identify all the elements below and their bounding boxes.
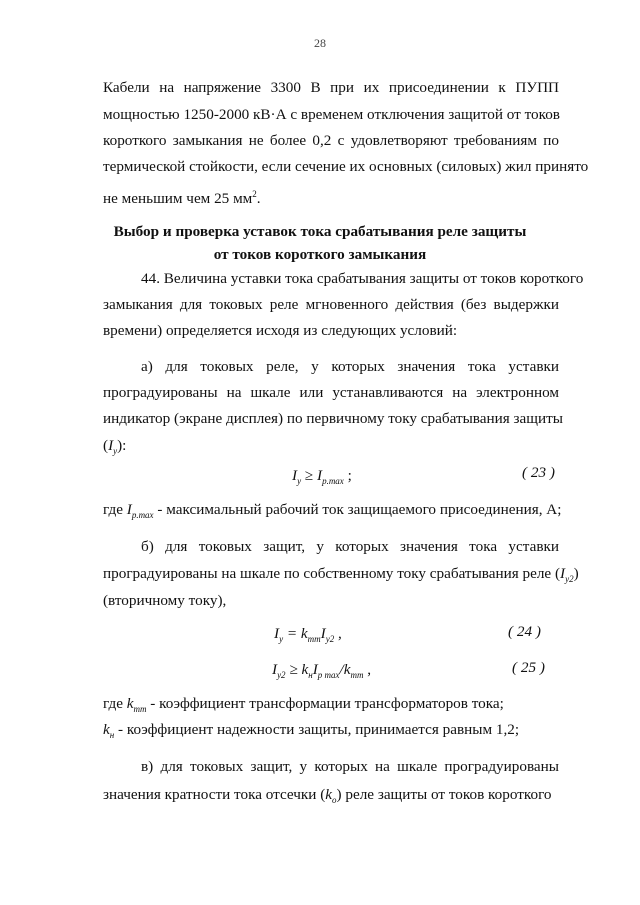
p44-line-1: 44. Величина уставки тока срабатывания защиты от токов короткого <box>141 270 584 287</box>
equation-23-number: ( 23 ) <box>522 464 555 481</box>
item-a-line-1: а) для токовых реле, у которых значения тока уставки <box>141 358 559 375</box>
para1-line-1: Кабели на напряжение 3300 В при их присоединении к ПУПП <box>103 79 559 96</box>
item-a-line-4: $(I_у)$: <box>103 437 127 457</box>
para1-line-4: термической стойкости, если сечение их основных (силовых) жил принято <box>103 158 589 175</box>
item-b-line-1: б) для токовых защит, у которых значения тока уставки <box>141 538 559 555</box>
item-v-line-2: значения кратности тока отсечки $(k_о)$ реле защиты от токов короткого <box>103 786 552 806</box>
equation-25: $I_{у2} \ge k_нI_{р max}/k_{тт}$ , <box>272 661 372 681</box>
section-heading-line-1: Выбор и проверка уставок тока срабатывания реле защиты <box>113 223 527 240</box>
equation-23: $I_у \ge I_{р.max}$ ; <box>292 467 352 487</box>
p44-line-3: времени) определяется исходя из следующих условий: <box>103 322 458 339</box>
item-v-line-1: в) для токовых защит, у которых на шкале проградуированы <box>141 758 559 775</box>
page-number: 28 <box>314 36 326 50</box>
item-a-line-2: проградуированы на шкале или устанавливаются на электронном <box>103 384 559 401</box>
item-b-line-3: (вторичному току), <box>103 592 227 609</box>
def-ip-max: где $I_{р.max}$ - максимальный рабочий ток защищаемого присоединения, А; <box>103 501 562 521</box>
para1-line-2: мощностью 1250-2000 кВ·А с временем отключения защитой от токов <box>103 106 560 123</box>
item-b-line-2: проградуированы на шкале по собственному току срабатывания реле $(I_{у2})$ <box>103 565 579 585</box>
equation-24: $I_у = k_{тт}I_{у2}$ , <box>274 625 342 645</box>
equation-25-number: ( 25 ) <box>512 659 545 676</box>
para1-line-3: короткого замыкания не более 0,2 с удовлетворяют требованиям по <box>103 132 559 149</box>
section-heading-line-2: от токов короткого замыкания <box>213 246 427 263</box>
para1-line-5: не меньшим чем 25 $мм^2$. <box>103 189 261 208</box>
item-a-line-3: индикатор (экране дисплея) по первичному току срабатывания защиты <box>103 410 563 427</box>
def-ktt: где $k_{тт}$ - коэффициент трансформации трансформаторов тока; <box>103 695 504 715</box>
p44-line-2: замыкания для токовых реле мгновенного действия (без выдержки <box>103 296 559 313</box>
def-kn: $k_н$ - коэффициент надежности защиты, принимается равным 1,2; <box>103 721 520 741</box>
equation-24-number: ( 24 ) <box>508 623 541 640</box>
